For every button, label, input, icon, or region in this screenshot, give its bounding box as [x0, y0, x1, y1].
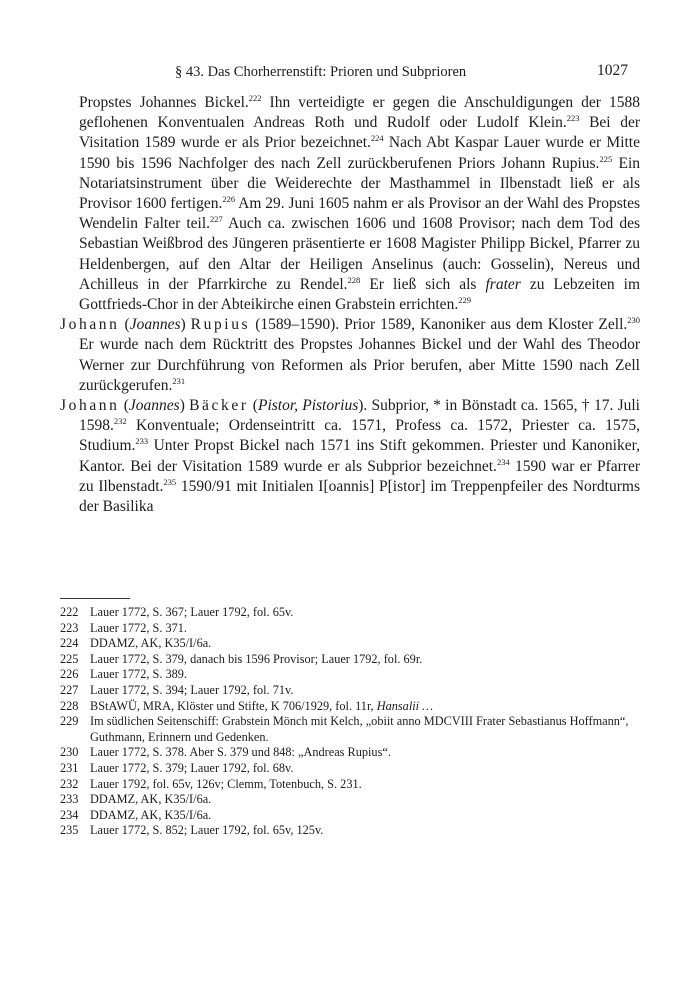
footnote-text: DDAMZ, AK, K35/I/6a. — [90, 807, 212, 822]
footnote — [60, 823, 640, 839]
footnote-number: 232 — [60, 776, 79, 791]
running-head-title: § 43. Das Chorherrenstift: Prioren und Subprioren — [175, 64, 467, 80]
footnote-number: 230 — [60, 745, 79, 760]
footnote — [60, 667, 640, 683]
page-number: 1027 — [597, 62, 628, 79]
footnote-text: Lauer 1772, S. 379; Lauer 1792, fol. 68v. — [90, 760, 294, 775]
footnote-number: 227 — [60, 682, 79, 697]
footnote-text: Lauer 1792, fol. 65v, 126v; Clemm, Totenbuch, S. 231. — [90, 776, 362, 791]
footnote — [60, 699, 640, 715]
footnote-text: Lauer 1772, S. 367; Lauer 1792, fol. 65v. — [90, 605, 294, 619]
footnote-number: 231 — [60, 760, 79, 775]
footnote — [60, 652, 640, 668]
footnote-text: DDAMZ, AK, K35/I/6a. — [90, 792, 212, 807]
footnote-text: Lauer 1772, S. 371. — [90, 620, 187, 635]
footnote-number: 235 — [60, 823, 79, 838]
footnote — [60, 605, 640, 621]
footnote — [60, 761, 640, 777]
footnote-number: 223 — [60, 620, 79, 635]
footnotes — [60, 605, 640, 839]
footnote-text: Lauer 1772, S. 379, danach bis 1596 Provisor; Lauer 1792, fol. 69r. — [90, 651, 423, 666]
body-text — [60, 93, 640, 517]
footnote-text: Lauer 1772, S. 852; Lauer 1792, fol. 65v, 125v. — [90, 823, 324, 838]
entry-paragraph: Johann (Joannes) Bäcker (Pistor, Pistorius). Subprior, * in Bönstadt ca. 1565, † 17. Juli 1598.$^{232}$ Konventuale; Ordenseintritt ca. 1571, Profess ca. 1572, Priester ca. 1575, Studium.$^{233}$ Unter Propst Bickel nach 1571 ins Stift gekommen. Priester und Kanoniker, Kantor. Bei der Visitation 1589 wurde er als Subprior bezeichnet.$^{234}$ 1590 war er Pfarrer zu Ilbenstadt.$^{235}$ 1590/91 mit Initialen I[oannis] P[istor] im Treppenpfeiler des Nordturms der Basilika — [60, 397, 640, 516]
footnote-number: 228 — [60, 698, 79, 713]
continued-paragraph: Propstes Johannes Bickel.$^{222}$ Ihn verteidigte er gegen die Anschuldigungen der 1588 geflohenen Konventualen Andreas Roth und Rudolf oder Ludolf Klein.$^{223}$ Bei der Visitation 1589 wurde er als Prior bezeichnet.$^{224}$ Nach Abt Kaspar Lauer wurde er Mitte 1590 bis 1596 Nachfolger des nach Zell zurückberufenen Priors Johann Rupius.$^{225}$ Ein Notariatsinstrument über die Weiderechte der Masthammel in Ilbenstadt ließ er als Provisor 1600 fertigen.$^{226}$ Am 29. Juni 1605 nahm er als Provisor an der Wahl des Propstes Wendelin Falter teil.$^{227}$ Auch ca. zwischen 1606 und 1608 Provisor; nach dem Tod des Sebastian Weißbrod des Jüngeren präsentierte er 1608 Magister Philipp Bickel, Pfarrer zu Heldenbergen, auf den Altar der Heiligen Anselinus (auch: Gosselin), Nereus und Achilleus in der Pfarrkirche zu Rendel.$^{228}$ Er ließ sich als frater zu Lebzeiten im Gottfrieds-Chor in der Abteikirche einen Grabstein errichten.$^{229}$ — [79, 93, 641, 314]
footnote-number: 222 — [60, 605, 79, 619]
running-head — [60, 60, 640, 84]
footnote-text: Lauer 1772, S. 389. — [90, 667, 187, 682]
footnote-text: Im südlichen Seitenschiff: Grabstein Mönch mit Kelch, „obiit anno MDCVIII Frater Sebastianus Hoffmann“, Guthmann, Erinnern und Gedenken. — [90, 714, 629, 744]
footnote — [60, 777, 640, 793]
footnote — [60, 792, 640, 808]
footnote-text: DDAMZ, AK, K35/I/6a. — [90, 636, 212, 651]
footnote-number: 224 — [60, 636, 79, 651]
footnote-rule — [60, 598, 130, 599]
footnote — [60, 621, 640, 637]
footnote — [60, 636, 640, 652]
footnote — [60, 745, 640, 761]
footnote-number: 233 — [60, 792, 79, 807]
footnote-text: Lauer 1772, S. 394; Lauer 1792, fol. 71v. — [90, 682, 294, 697]
footnote-number: 226 — [60, 667, 79, 682]
footnote — [60, 808, 640, 824]
footnote-number: 234 — [60, 807, 79, 822]
entry-paragraph: Johann (Joannes) Rupius (1589–1590). Prior 1589, Kanoniker aus dem Kloster Zell.$^{230}$ Er wurde nach dem Rücktritt des Propstes Johannes Bickel und der Wahl des Theodor Werner zur Durchführung von Reformen als Prior berufen, aber Mitte 1590 nach Zell zurückgerufen.$^{231}$ — [60, 315, 640, 394]
footnote-text: BStAWÜ, MRA, Klöster und Stifte, K 706/1929, fol. 11r, Hansalii … — [90, 698, 434, 713]
footnote-text: Lauer 1772, S. 378. Aber S. 379 und 848: „Andreas Rupius“. — [90, 745, 391, 760]
footnote-number: 225 — [60, 651, 79, 666]
footnote-number: 229 — [60, 714, 79, 729]
footnote — [60, 683, 640, 699]
footnote — [60, 714, 640, 745]
